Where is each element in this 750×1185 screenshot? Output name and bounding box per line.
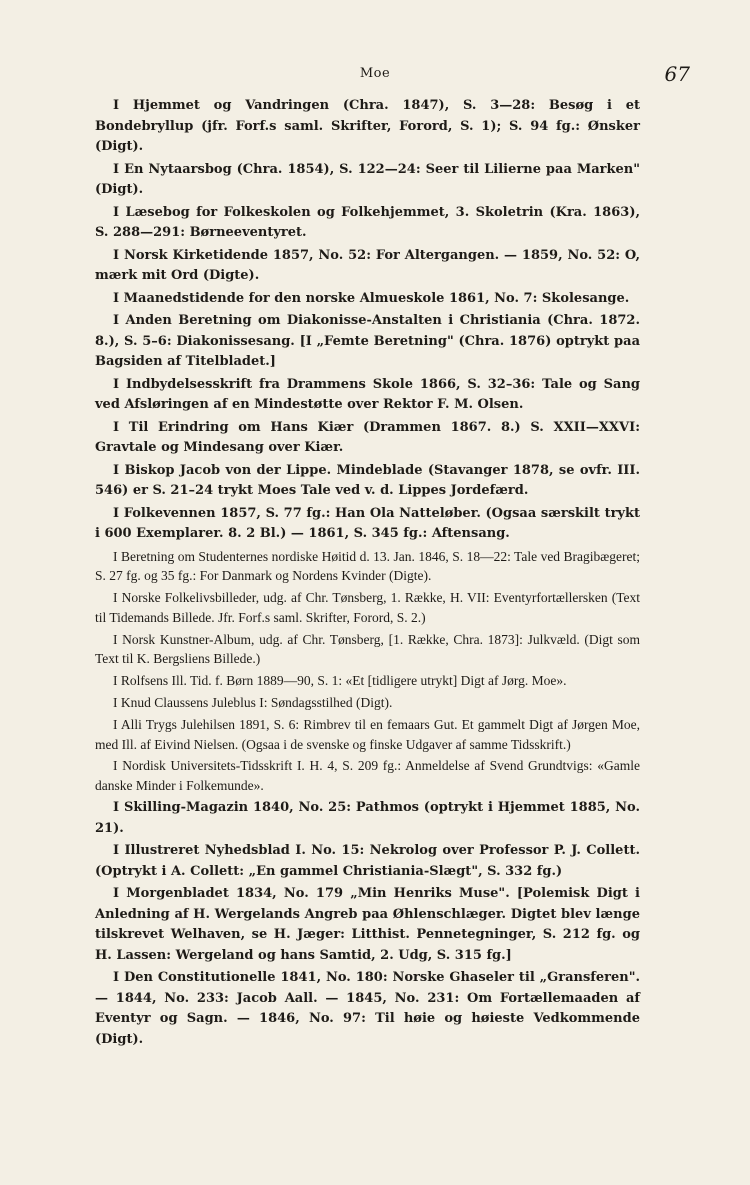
page-header bbox=[60, 62, 690, 86]
bibliography-list bbox=[95, 96, 640, 1052]
entry-text: Folkevennen 1857, S. 77 fg.: Han Ola Natteløber. (Ogsaa særskilt trykt i 600 Exemplarer. 8. 2 Bl.) — 1861, S. 345 fg.: Aftensang. bbox=[95, 505, 640, 541]
entry-text: Skilling-Magazin 1840, No. 25: Pathmos (optrykt i Hjemmet 1885, No. 21). bbox=[95, 800, 640, 836]
entry-text: Indbydelsesskrift fra Drammens Skole 1866, S. 32–36: Tale og Sang ved Afsløringen af en Mindestøtte over Rektor F. M. Olsen. bbox=[95, 376, 640, 412]
entry-text: En Nytaarsbog (Chra. 1854), S. 122—24: Seer til Lilierne paa Marken" (Digt). bbox=[95, 161, 640, 197]
entry-marker: I bbox=[113, 505, 120, 521]
entry-text: Illustreret Nyhedsblad I. No. 15: Nekrolog over Professor P. J. Collett. (Optrykt i A. Collett: „En gammel Christiania-Slægt", S. 332 fg.) bbox=[95, 843, 640, 879]
entry-text: Maanedstidende for den norske Almueskole 1861, No. 7: Skolesange. bbox=[123, 290, 630, 306]
entry-marker: I bbox=[113, 462, 120, 478]
entry-text: Beretning om Studenternes nordiske Høitid d. 13. Jan. 1846, S. 18—22: Tale ved Bragibægeret; S. 27 fg. og 35 fg.: For Danmark og Nordens Kvinder (Digte). bbox=[95, 548, 641, 584]
entry-text: Norske Folkelivsbilleder, udg. af Chr. Tønsberg, 1. Række, H. VII: Eventyrfortællersken (Text til Tidemands Billede. Jfr. Forf.s saml. Skrifter, Forord, S. 2.) bbox=[95, 590, 640, 625]
entry-marker: I bbox=[113, 673, 118, 689]
entry-text: Rolfsens Ill. Tid. f. Børn 1889—90, S. 1: «Et [tidligere utrykt] Digt af Jørg. Moe». bbox=[120, 673, 567, 689]
entry-marker: I bbox=[113, 590, 118, 606]
entry-marker: I bbox=[113, 313, 120, 328]
entry-marker: I bbox=[113, 758, 118, 774]
bibliography-entry bbox=[95, 289, 640, 310]
entry-text: Læsebog for Folkeskolen og Folkehjemmet, 3. Skoletrin (Kra. 1863), S. 288—291: Børneeventyret. bbox=[95, 204, 640, 240]
entry-marker: I bbox=[113, 800, 120, 816]
entry-text: Norsk Kunstner-Album, udg. af Chr. Tønsberg, [1. Række, Chra. 1873]: Julkvæld. (Digt som Text til K. Bergsliens Billede.) bbox=[95, 631, 641, 667]
entry-marker: I bbox=[113, 548, 118, 564]
entry-marker: I bbox=[113, 376, 120, 392]
bibliography-entry bbox=[95, 630, 640, 670]
entry-text: Nordisk Universitets-Tidsskrift I. H. 4, S. 209 fg.: Anmeldelse af Svend Grundtvigs: «Gamle danske Minder i Folkemunde». bbox=[95, 758, 641, 794]
bibliography-entry bbox=[95, 96, 640, 158]
entry-marker: I bbox=[113, 886, 120, 902]
entry-marker: I bbox=[113, 970, 120, 986]
entry-marker: I bbox=[113, 98, 120, 113]
page-number: 67 bbox=[664, 62, 690, 86]
bibliography-entry bbox=[95, 160, 640, 201]
bibliography-entry bbox=[95, 375, 640, 416]
bibliography-entry bbox=[95, 968, 640, 1050]
entry-text: Norsk Kirketidende 1857, No. 52: For Altergangen. — 1859, No. 52: O, mærk mit Ord (Digte). bbox=[95, 247, 640, 283]
bibliography-entry bbox=[95, 547, 640, 587]
entry-marker: I bbox=[113, 161, 120, 177]
entry-text: Morgenbladet 1834, No. 179 „Min Henriks Muse". [Polemisk Digt i Anledning af H. Wergelands Angreb paa Øhlenschlæger. Digtet blev længe tilskrevet Welhaven, se H. Jæger: Litthist. Pennetegninger, S. 212 fg. og H. Lassen: Wergeland og hans Samtid, 2. Udg, S. 315 fg.] bbox=[95, 886, 640, 963]
bibliography-entry bbox=[95, 418, 640, 459]
entry-text: Den Constitutionelle 1841, No. 180: Norske Ghaseler til „Gransferen". — 1844, No. 233: Jacob Aall. — 1845, No. 231: Om Fortællemaaden af Eventyr og Sagn. — 1846, No. 97: Til høie og høieste Vedkommende (Digt). bbox=[95, 970, 640, 1047]
entry-marker: I bbox=[113, 631, 118, 647]
bibliography-entry bbox=[95, 203, 640, 244]
bibliography-entry bbox=[95, 798, 640, 839]
bibliography-entry bbox=[95, 588, 640, 628]
bibliography-entry bbox=[95, 715, 640, 755]
entry-text: Biskop Jacob von der Lippe. Mindeblade (Stavanger 1878, se ovfr. III. 546) er S. 21–24 trykt Moes Tale ved v. d. Lippes Jordefærd. bbox=[95, 462, 640, 498]
entry-text: Knud Claussens Juleblus I: Søndagsstilhed (Digt). bbox=[120, 695, 393, 711]
entry-text: Til Erindring om Hans Kiær (Drammen 1867. 8.) S. XXII—XXVI: Gravtale og Mindesang over Kiær. bbox=[95, 419, 640, 455]
bibliography-entry bbox=[95, 311, 640, 373]
bibliography-entry bbox=[95, 504, 640, 545]
bibliography-entry bbox=[95, 884, 640, 966]
entry-marker: I bbox=[113, 247, 120, 263]
bibliography-entry bbox=[95, 841, 640, 882]
bibliography-entry bbox=[95, 246, 640, 287]
entry-marker: I bbox=[113, 695, 118, 711]
entry-marker: I bbox=[113, 204, 120, 220]
entry-marker: I bbox=[113, 419, 120, 435]
bibliography-entry bbox=[95, 671, 640, 691]
entry-marker: I bbox=[113, 843, 120, 859]
entry-text: Hjemmet og Vandringen (Chra. 1847), S. 3—28: Besøg i et Bondebryllup (jfr. Forf.s saml. Skrifter, Forord, S. 1); S. 94 fg.: Ønsker (Digt). bbox=[95, 98, 640, 154]
running-head: Moe bbox=[359, 66, 391, 81]
bibliography-entry bbox=[95, 756, 640, 796]
bibliography-entry bbox=[95, 461, 640, 502]
entry-text: Alli Trygs Julehilsen 1891, S. 6: Rimbrev til en femaars Gut. Et gammelt Digt af Jørgen Moe, med Ill. af Eivind Nielsen. (Ogsaa i de svenske og finske Udgaver af samme Tidsskrift.) bbox=[95, 716, 640, 752]
bibliography-entry bbox=[95, 693, 640, 713]
entry-marker: I bbox=[113, 290, 120, 306]
entry-marker: I bbox=[113, 716, 118, 732]
entry-text: Anden Beretning om Diakonisse-Anstalten i Christiania (Chra. 1872. 8.), S. 5–6: Diakonissesang. [I „Femte Beretning" (Chra. 1876) optrykt paa Bagsiden af Titelbladet.] bbox=[95, 313, 640, 369]
